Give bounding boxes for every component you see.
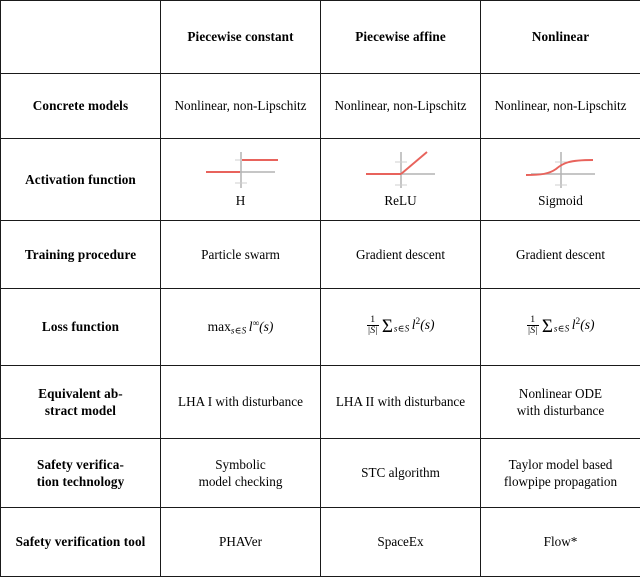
activation-label-sigmoid: Sigmoid <box>487 192 634 209</box>
row-label-activation-function: Activation function <box>1 139 161 221</box>
cell-activation-function-piecewise-constant <box>161 139 321 221</box>
header-corner-cell <box>1 1 161 74</box>
cell-training-procedure-piecewise-affine: Gradient descent <box>321 221 481 289</box>
math-subscript: s∈S <box>231 325 247 335</box>
math-argument: (s) <box>580 317 594 332</box>
math-superscript: ∞ <box>252 319 259 329</box>
math-superscript: 2 <box>416 317 421 327</box>
loss-formula-mean-l2-a <box>367 314 435 339</box>
row-label-line-1: Equivalent ab- <box>7 385 154 402</box>
table-row <box>1 289 640 366</box>
math-symbol: l <box>412 317 416 332</box>
table-row <box>1 366 640 439</box>
cell-safety-verification-tool-piecewise-affine: SpaceEx <box>321 508 481 577</box>
cell-training-procedure-nonlinear: Gradient descent <box>481 221 640 289</box>
math-sum-operator: Σ <box>541 316 554 337</box>
row-label-line-2: stract model <box>7 402 154 419</box>
math-fraction <box>367 315 379 337</box>
cell-loss-function-piecewise-constant <box>161 289 321 366</box>
cell-concrete-models-piecewise-affine: Nonlinear, non-Lipschitz <box>321 74 481 139</box>
math-symbol: l <box>572 317 576 332</box>
math-op: max <box>208 319 231 334</box>
row-label-safety-verification-tool: Safety verification tool <box>1 508 161 577</box>
table-header-row <box>1 1 640 74</box>
row-label-safety-verification-technology <box>1 439 161 508</box>
math-numerator: 1 <box>367 315 379 327</box>
cell-activation-function-nonlinear <box>481 139 640 221</box>
row-label-concrete-models: Concrete models <box>1 74 161 139</box>
cell-training-procedure-piecewise-constant: Particle swarm <box>161 221 321 289</box>
math-superscript: 2 <box>576 317 581 327</box>
cell-line-1: Nonlinear ODE <box>487 385 634 402</box>
cell-line-1: Taylor model based <box>487 456 634 473</box>
cell-equivalent-abstract-model-piecewise-constant: LHA I with disturbance <box>161 366 321 439</box>
cell-safety-verification-technology-piecewise-affine: STC algorithm <box>321 439 481 508</box>
cell-concrete-models-nonlinear: Nonlinear, non-Lipschitz <box>481 74 640 139</box>
cell-loss-function-nonlinear <box>481 289 640 366</box>
math-denominator: |S| <box>527 326 539 337</box>
cell-concrete-models-piecewise-constant: Nonlinear, non-Lipschitz <box>161 74 321 139</box>
math-subscript: s∈S <box>394 324 410 334</box>
loss-formula-max-linf <box>208 318 274 337</box>
row-label-training-procedure: Training procedure <box>1 221 161 289</box>
math-fraction <box>527 315 539 337</box>
table-row <box>1 221 640 289</box>
cell-safety-verification-tool-piecewise-constant: PHAVer <box>161 508 321 577</box>
cell-equivalent-abstract-model-nonlinear <box>481 366 640 439</box>
loss-formula-mean-l2-b <box>527 314 595 339</box>
math-argument: (s) <box>259 319 273 334</box>
column-header-nonlinear: Nonlinear <box>481 1 640 74</box>
cell-activation-function-piecewise-affine <box>321 139 481 221</box>
step-plot-icon <box>193 149 289 191</box>
math-numerator: 1 <box>527 315 539 327</box>
cell-line-2: model checking <box>167 473 314 490</box>
activation-label-relu: ReLU <box>327 192 474 209</box>
relu-plot-icon <box>353 149 449 191</box>
row-label-equivalent-abstract-model <box>1 366 161 439</box>
column-header-piecewise-affine: Piecewise affine <box>321 1 481 74</box>
cell-safety-verification-technology-piecewise-constant <box>161 439 321 508</box>
sigmoid-plot-icon <box>513 149 609 191</box>
column-header-piecewise-constant: Piecewise constant <box>161 1 321 74</box>
math-subscript: s∈S <box>554 324 570 334</box>
cell-line-1: Symbolic <box>167 456 314 473</box>
cell-line-2: with disturbance <box>487 402 634 419</box>
cell-equivalent-abstract-model-piecewise-affine: LHA II with disturbance <box>321 366 481 439</box>
table-row <box>1 439 640 508</box>
math-argument: (s) <box>420 317 434 332</box>
cell-safety-verification-tool-nonlinear: Flow* <box>481 508 640 577</box>
table-row <box>1 508 640 577</box>
table-row <box>1 74 640 139</box>
math-denominator: |S| <box>367 326 379 337</box>
row-label-loss-function: Loss function <box>1 289 161 366</box>
row-label-line-1: Safety verifica- <box>7 456 154 473</box>
cell-line-2: flowpipe propagation <box>487 473 634 490</box>
activation-label-h: H <box>167 192 314 209</box>
row-label-line-2: tion technology <box>7 473 154 490</box>
cell-safety-verification-technology-nonlinear <box>481 439 640 508</box>
cell-loss-function-piecewise-affine <box>321 289 481 366</box>
math-symbol: l <box>249 319 253 334</box>
table-row <box>1 139 640 221</box>
math-sum-operator: Σ <box>381 316 394 337</box>
